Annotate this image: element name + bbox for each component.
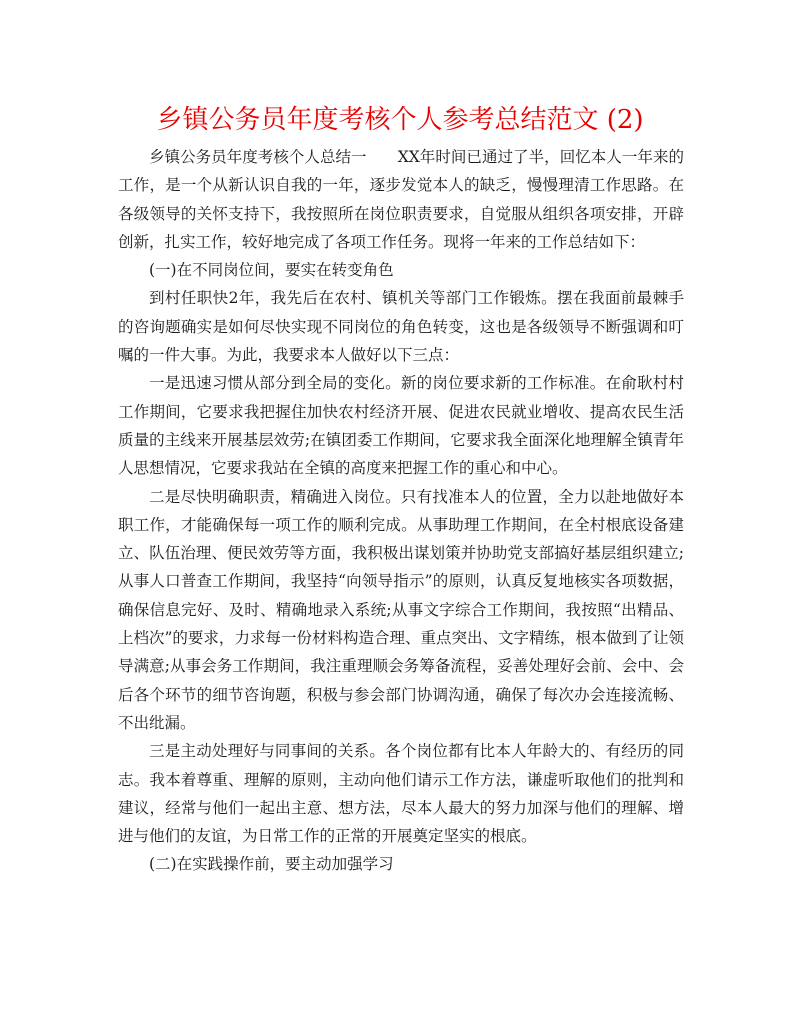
document-title: 乡镇公务员年度考核个人参考总结范文 (2) [156,105,644,135]
document-body [118,143,684,879]
paragraph-point-2: 二是尽快明确职责，精确进入岗位。只有找准本人的位置，全力以赴地做好本职工作，才能确保每一项工作的顺利完成。从事助理工作期间，在全村根底设备建立、队伍治理、便民效劳等方面，我积极出谋划策并协助党支部搞好基层组织建立;从事人口普查工作期间，我坚持“向领导指示”的原则，认真反复地核实各项数据，确保信息完好、及时、精确地录入系统;从事文字综合工作期间，我按照“出精品、上档次”的要求，力求每一份材料构造合理、重点突出、文字精练，根本做到了让领导满意;从事会务工作期间，我注重理顺会务筹备流程，妥善处理好会前、会中、会后各个环节的细节咨询题，积极与参会部门协调沟通，确保了每次办会连接流畅、不出纰漏。 [118,487,684,732]
section-heading-1: (一)在不同岗位间，要实在转变角色 [149,261,394,280]
paragraph-point-1: 一是迅速习惯从部分到全局的变化。新的岗位要求新的工作标准。在俞耿村村工作期间，它要求我把握住加快农村经济开展、促进农民就业增收、提高农民生活质量的主线来开展基层效劳;在镇团委工作期间，它要求我全面深化地理解全镇青年人思想情况，它要求我站在全镇的高度来把握工作的重心和中心。 [118,374,684,478]
paragraph-point-3: 三是主动处理好与同事间的关系。各个岗位都有比本人年龄大的、有经历的同志。我本着尊重、理解的原则，主动向他们请示工作方法，谦虚听取他们的批判和建议，经常与他们一起出主意、想方法，尽本人最大的努力加深与他们的理解、增进与他们的友谊，为日常工作的正常的开展奠定坚实的根底。 [118,742,684,846]
paragraph-intro: 乡镇公务员年度考核个人总结一 XX年时间已通过了半，回忆本人一年来的工作，是一个从新认识自我的一年，逐步发觉本人的缺乏，慢慢理清工作思路。在各级领导的关怀支持下，我按照所在岗位职责要求，自觉服从组织各项安排，开辟创新，扎实工作，较好地完成了各项工作任务。现将一年来的工作总结如下： [118,148,684,251]
paragraph-role-change: 到村任职快2年，我先后在农村、镇机关等部门工作锻炼。摆在我面前最棘手的咨询题确实是如何尽快实现不同岗位的角色转变，这也是各级领导不断强调和叮嘱的一件大事。为此，我要求本人做好以下三点： [118,289,684,365]
section-heading-2: (二)在实践操作前，要主动加强学习 [149,855,394,874]
